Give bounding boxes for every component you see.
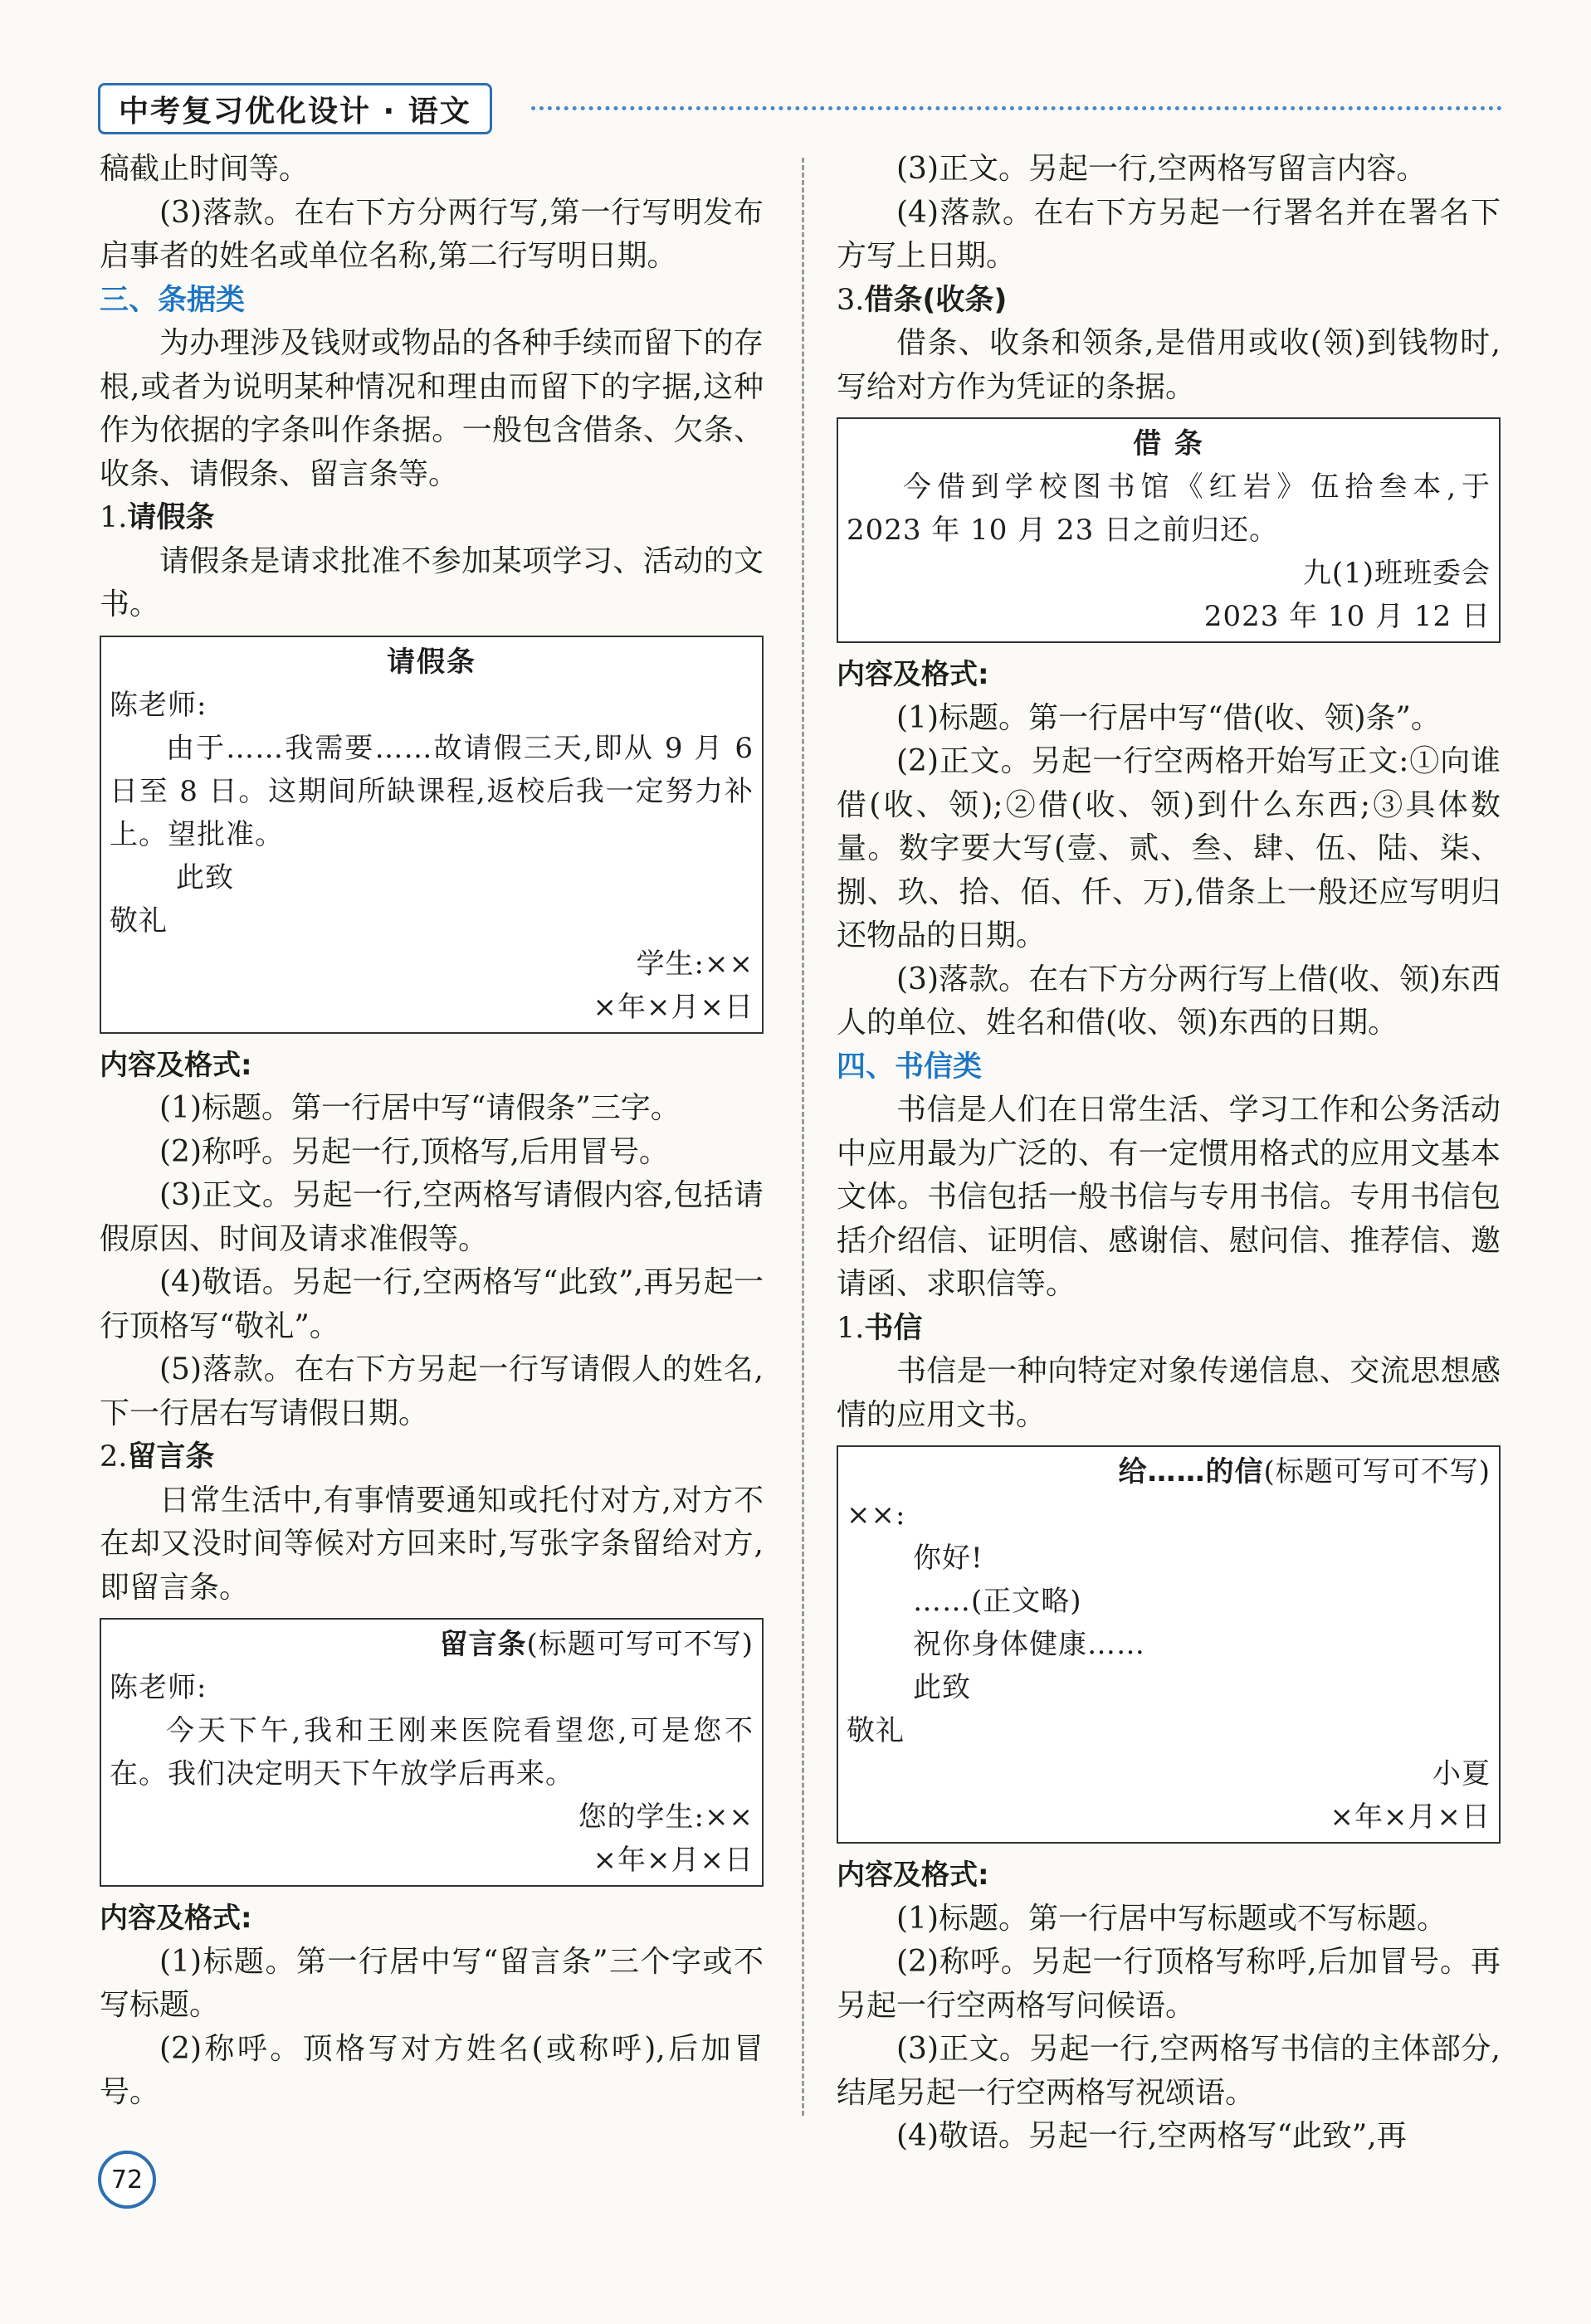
paragraph: (5)落款。在右下方另起一行写请假人的姓名,下一行居右写请假日期。 (100, 1352, 764, 1430)
example-date: ×年×月×日 (593, 990, 754, 1024)
example-title: 留言条(标题可写可不写) (439, 1628, 754, 1661)
paragraph: (4)落款。在右下方另起一行署名并在署名下方写上日期。 (837, 195, 1501, 273)
paragraph: (3)正文。另起一行,空两格写请假内容,包括请假原因、时间及请求准假等。 (100, 1178, 764, 1256)
example-closing: 此致 (176, 860, 234, 894)
paragraph: (4)敬语。另起一行,空两格写“此致”,再 (896, 2119, 1407, 2153)
example-salutation: 陈老师: (110, 688, 207, 722)
paragraph: (1)标题。第一行居中写“借(收、领)条”。 (896, 700, 1441, 735)
example-salutation: ××: (847, 1498, 906, 1532)
example-closing: 敬礼 (847, 1714, 905, 1747)
format-heading: 内容及格式: (837, 658, 989, 691)
subsection-heading: 1.书信 (837, 1311, 923, 1345)
example-salutation: 陈老师: (110, 1671, 207, 1704)
format-heading: 内容及格式: (100, 1048, 252, 1082)
paragraph: (3)落款。在右下方分两行写,第一行写明发布启事者的姓名或单位名称,第二行写明日期。 (100, 195, 764, 273)
example-greeting: 你好! (913, 1542, 983, 1575)
example-date: ×年×月×日 (1330, 1800, 1491, 1834)
example-signature: 小夏 (1432, 1757, 1491, 1791)
example-title: 给……的信(标题可写可不写) (1118, 1455, 1491, 1488)
column-divider (802, 158, 804, 2116)
example-date: 2023 年 10 月 12 日 (1203, 600, 1491, 633)
section-heading: 四、书信类 (837, 1050, 983, 1084)
format-heading: 内容及格式: (100, 1902, 252, 1935)
example-body: 今借到学校图书馆《红岩》伍拾叁本,于 2023 年 10 月 23 日之前归还。 (847, 470, 1491, 547)
paragraph: 为办理涉及钱财或物品的各种手续而留下的存根,或者为说明某种情况和理由而留下的字据,这种作为依据的字条叫作条据。一般包含借条、欠条、收条、请假条、留言条等。 (100, 326, 764, 491)
example-closing: 敬礼 (110, 904, 168, 938)
paragraph: (2)称呼。另起一行顶格写称呼,后加冒号。再另起一行空两格写问候语。 (837, 1945, 1501, 2023)
example-title: 借 条 (1133, 427, 1204, 460)
page-header (98, 83, 492, 134)
book-title: 中考复习优化设计 · 语文 (98, 83, 492, 134)
paragraph: 请假条是请求批准不参加某项学习、活动的文书。 (100, 543, 764, 621)
example-date: ×年×月×日 (593, 1844, 754, 1877)
header-dotted-rule (531, 106, 1502, 110)
left-column (100, 148, 764, 2115)
paragraph: (3)正文。另起一行,空两格写留言内容。 (896, 152, 1427, 186)
example-closing: 此致 (913, 1671, 971, 1704)
paragraph: (1)标题。第一行居中写标题或不写标题。 (896, 1901, 1447, 1936)
subsection-heading: 1.请假条 (100, 501, 215, 534)
subsection-heading: 2.留言条 (100, 1440, 215, 1474)
section-heading: 三、条据类 (100, 283, 246, 317)
paragraph: 日常生活中,有事情要通知或托付对方,对方不在却又没时间等候对方回来时,写张字条留给对方,即留言条。 (100, 1483, 764, 1605)
paragraph: (2)正文。另起一行空两格开始写正文:①向谁借(收、领);②借(收、领)到什么东西;③具体数量。数字要大写(壹、贰、叁、肆、伍、陆、柒、捌、玖、拾、佰、仟、万),借条上一般还应写明归还物品的日期。 (837, 744, 1501, 952)
paragraph: 书信是一种向特定对象传递信息、交流思想感情的应用文书。 (837, 1354, 1501, 1432)
example-signature: 您的学生:×× (578, 1800, 754, 1834)
example-signature: 学生:×× (636, 947, 754, 981)
paragraph: (4)敬语。另起一行,空两格写“此致”,再另起一行顶格写“敬礼”。 (100, 1265, 764, 1343)
paragraph: 书信是人们在日常生活、学习工作和公务活动中应用最为广泛的、有一定惯用格式的应用文基本文体。书信包括一般书信与专用书信。专用书信包括介绍信、证明信、感谢信、慰问信、推荐信、邀请函、求职信等。 (837, 1093, 1501, 1301)
example-body: ……(正文略) (913, 1585, 1082, 1618)
subsection-heading: 3.借条(收条) (837, 283, 1008, 317)
paragraph: 稿截止时间等。 (100, 152, 310, 186)
page-number: 72 (98, 2151, 156, 2209)
example-title: 请假条 (387, 645, 476, 679)
leave-note-example (100, 636, 764, 1034)
example-wish: 祝你身体健康…… (913, 1628, 1145, 1661)
right-column (837, 148, 1501, 2159)
paragraph: (3)落款。在右下方分两行写上借(收、领)东西人的单位、姓名和借(收、领)东西的日期。 (837, 962, 1501, 1040)
paragraph: (3)正文。另起一行,空两格写书信的主体部分,结尾另起一行空两格写祝颂语。 (837, 2032, 1501, 2110)
example-signature: 九(1)班班委会 (1302, 557, 1491, 590)
paragraph: (2)称呼。顶格写对方姓名(或称呼),后加冒号。 (100, 2031, 764, 2109)
example-body: 今天下午,我和王刚来医院看望您,可是您不在。我们决定明天下午放学后再来。 (110, 1714, 754, 1791)
paragraph: (2)称呼。另起一行,顶格写,后用冒号。 (159, 1134, 669, 1169)
example-body: 由于……我需要……故请假三天,即从 9 月 6 日至 8 日。这期间所缺课程,返校后我一定努力补上。望批准。 (110, 731, 754, 851)
format-heading: 内容及格式: (837, 1859, 989, 1892)
message-note-example (100, 1618, 764, 1887)
letter-example (837, 1445, 1501, 1844)
paragraph: 借条、收条和领条,是借用或收(领)到钱物时,写给对方作为凭证的条据。 (837, 326, 1501, 404)
paragraph: (1)标题。第一行居中写“请假条”三字。 (159, 1091, 681, 1125)
paragraph: (1)标题。第一行居中写“留言条”三个字或不写标题。 (100, 1944, 764, 2022)
loan-note-example (837, 417, 1501, 643)
